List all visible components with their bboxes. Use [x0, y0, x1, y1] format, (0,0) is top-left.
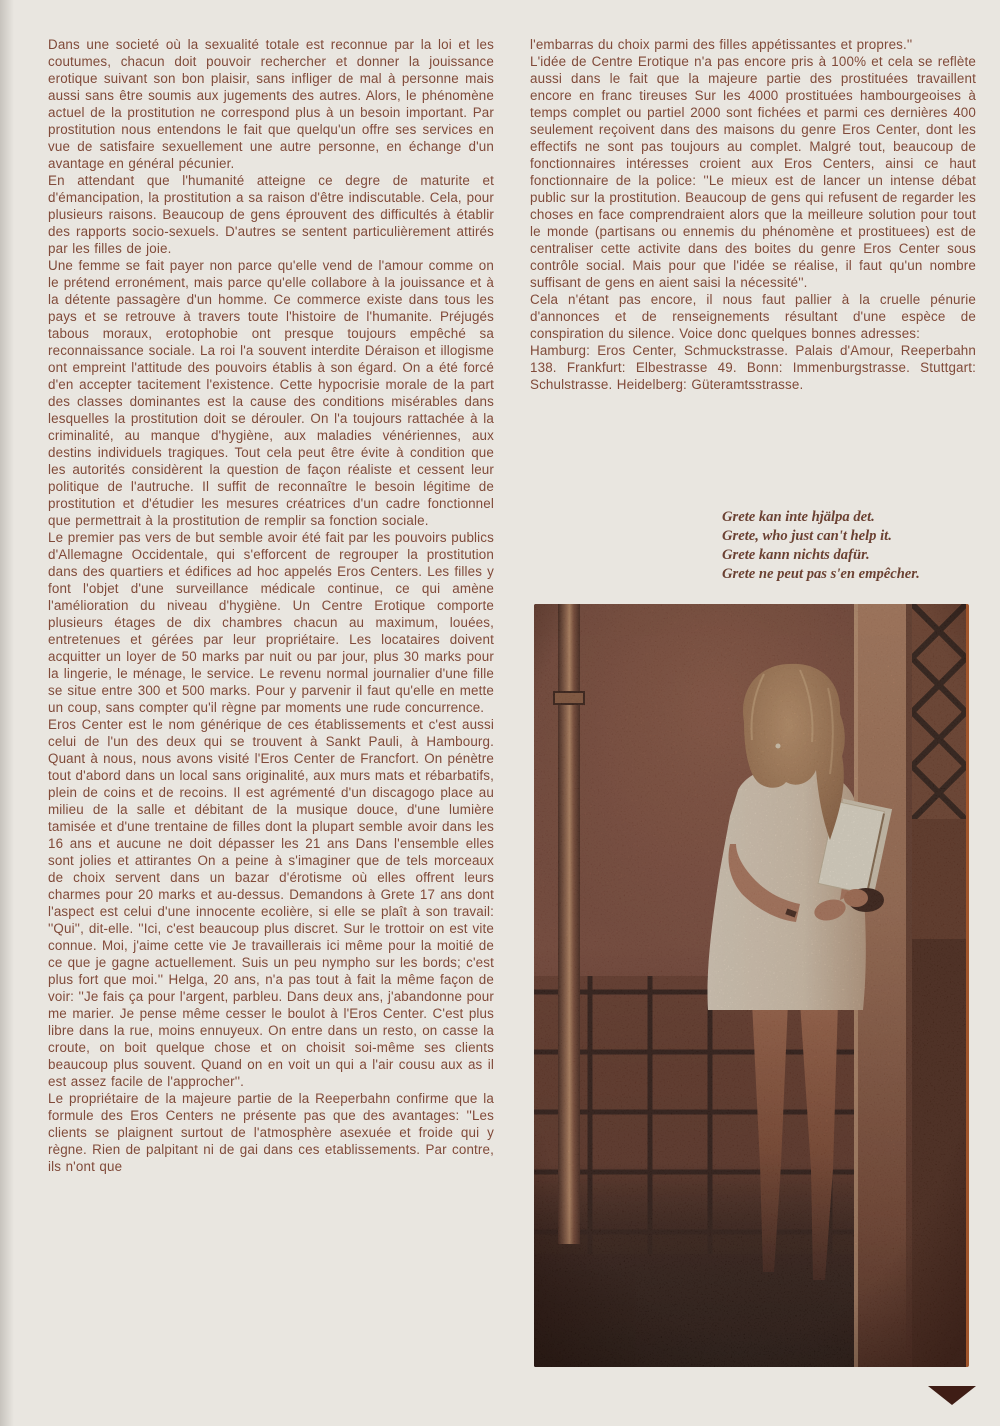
- caption-line-swedish: Grete kan inte hjälpa det.: [722, 509, 875, 525]
- caption-line-french: Grete ne peut pas s'en empêcher.: [722, 566, 920, 582]
- photo-vignette: [534, 604, 966, 1367]
- paragraph: Le propriétaire de la majeure partie de la Reeperbahn confirme que la formule des Eros Centers ne présente pas que des avantages: ''Les clients se plaignent surtout de l'atmosphère asexuée et froide qui y règne. Rien de palpitant ni de gai dans ces etablissements. Par contre, ils n'ont que: [48, 1091, 494, 1174]
- paragraph: Une femme se fait payer non parce qu'elle vend de l'amour comme on le prétend erronément, mais parce qu'elle collabore à la jouissance et à la détente passagère d'un homme. Ce commerce existe dans tous les pays et se retrouve à travers toute l'histoire de l'humanite. Préjugés tabous moraux, erotophobie ont presque toujours empêché sa reconnaissance sociale. La roi l'a souvent interdite Déraison et illogisme ont empreint l'attitude des pouvoirs établis à son égard. On a été forcé d'en accepter tacitement l'existence. Cette hypocrisie morale de la part des classes dominantes est la cause des conditions misérables dans lesquelles la prostitution doit se dérouler. On l'a toujours rattachée à la criminalité, au manque d'hygiène, aux maladies vénériennes, aux destins individuels tragiques. Tout cela peut être évite à condition que les autorités considèrent la question de façon réaliste et cessent leur politique de l'autruche. Il suffit de reconnaître le besoin légitime de prostitution et d'étudier les mesures créatrices d'un cadre fonctionnel que permettrait à la prostitution de remplir sa fonction sociale.: [48, 258, 494, 528]
- photo-caption: [722, 508, 992, 584]
- continuation-triangle-icon: [928, 1386, 976, 1405]
- paragraph: l'embarras du choix parmi des filles appétissantes et propres.'': [530, 37, 913, 52]
- street-girl-photo: [534, 604, 969, 1367]
- paragraph: L'idée de Centre Erotique n'a pas encore pris à 100% et cela se reflète aussi dans le fait que la majeure partie des prostituées travaillent encore en franc tireuses Sur les 4000 prostituées hambourgeoises à temps complet ou partiel 2000 sont fichées et parmi ces dernières 400 seulement reçoivent dans des maisons du genre Eros Center, dont les effectifs ne sont pas toujours au complet. Malgré tout, beaucoup de fonctionnaires intéresses croient aux Eros Centers, ainsi ce haut fonctionnaire de la police: ''Le mieux est de lancer un intense débat public sur la prostitution. Beaucoup de gens qui refusent de regarder les choses en face comprendraient alors que la meilleure solution pour tout le monde (partisans ou ennemis du phénomène et prostituees) est de centraliser cette activite dans des boites du genre Eros Center sous contrôle social. Mais pour que l'idée se réalise, il faut qu'un nombre suffisant de gens en aient saisi la nécessité''.: [530, 54, 976, 290]
- paragraph: Hamburg: Eros Center, Schmuckstrasse. Palais d'Amour, Reeperbahn 138. Frankfurt: Elbestrasse 49. Bonn: Immenburgstrasse. Stuttgart: Schulstrasse. Heidelberg: Güteramtsstrasse.: [530, 343, 976, 392]
- caption-line-english: Grete, who just can't help it.: [722, 528, 892, 544]
- paragraph: En attendant que l'humanité atteigne ce degre de maturite et d'émancipation, la prostitution a sa raison d'être indiscutable. Cela, pour plusieurs raisons. Beaucoup de gens éprouvent des difficultés à établir des rapports socio-sexuels. D'autres se sentent particulièrement attirés par les filles de joie.: [48, 173, 494, 256]
- scan-edge-shading: [0, 0, 14, 1426]
- paragraph: Dans une societé où la sexualité totale est reconnue par la loi et les coutumes, chacun doit pouvoir rechercher et donner la jouissance erotique suivant son bon plaisir, sans infliger de mal à personne mais aussi sans être soumis aux jugements des autres. Alors, le phénomène actuel de la prostitution ne correspond plus à un besoin important. Par prostitution nous entendons le fait que quelqu'un offre ses services en vue de satisfaire sexuellement une autre personne, en échange d'un avantage en général pécunier.: [48, 37, 494, 171]
- paragraph: Eros Center est le nom générique de ces établissements et c'est aussi celui de l'un des deux qui se trouvent à Sankt Pauli, à Hambourg. Quant à nous, nous avons visité l'Eros Center de Francfort. On pénètre tout d'abord dans un local sans originalité, aux murs mats et rébarbatifs, plein de coins et de recoins. Il est agrémenté d'un discagogo place au milieu de la salle et débitant de la musique douce, d'une lumière tamisée et d'une trentaine de filles dont la plupart semble avoir dans les 16 ans et aucune ne doit dépasser les 21 ans Dans l'ensemble elles sont jolies et attirantes On a peine à s'imaginer que de tels morceaux de choix servent dans un bazar d'érotisme où elles offrent leurs charmes pour 20 marks et au-dessus. Demandons à Grete 17 ans dont l'aspect est celui d'une innocente ecolière, si elle se plaît à son travail: ''Qui'', dit-elle. ''Ici, c'est beaucoup plus discret. Sur le trottoir on est vite connue. Moi, j'aime cette vie Je travaillerais ici même pour la moitié de ce que je gagne actuellement. Suis un peu nympho sur les bords; c'est plus fort que moi.'' Helga, 20 ans, n'a pas tout à fait la même façon de voir: ''Je fais ça pour l'argent, parbleu. Dans deux ans, j'abandonne pour me marier. Je pense même cesser le boulot à l'Eros Center. C'est plus libre dans la rue, moins ennuyeux. On entre dans un resto, on casse la croute, on boit quelque chose et on choisit soi-même ses clients beaucoup plus souvent. Quand on en voit un qui a l'air cousu aux as il est assez facile de l'approcher''.: [48, 717, 494, 1089]
- paragraph: Cela n'étant pas encore, il nous faut pallier à la cruelle pénurie d'annonces et de renseignements résultant d'une espèce de conspiration du silence. Voice donc quelques bonnes adresses:: [530, 292, 976, 341]
- photo-illustration: [534, 604, 966, 1367]
- article-left-column: [48, 36, 494, 1175]
- article-right-column: [530, 36, 976, 393]
- paragraph: Le premier pas vers de but semble avoir été fait par les pouvoirs publics d'Allemagne Occidentale, qui s'efforcent de regrouper la prostitution dans des quartiers et édifices ad hoc appelés Eros Centers. Les filles y font l'objet d'une surveillance médicale continue, ce qui amène l'amélioration du niveau d'hygiène. Un Centre Erotique comporte plusieurs étages de dix chambres chacun au maximum, louées, entretenues et gérées par leur propriétaire. Les locataires doivent acquitter un loyer de 50 marks par nuit ou par jour, plus 30 marks pour la lingerie, le ménage, le service. Le revenu normal journalier d'une fille se situe entre 300 et 500 marks. Pour y parvenir il faut qu'elle en mette un coup, sans compter qu'il règne par moments une rude concurrence.: [48, 530, 494, 715]
- caption-line-german: Grete kann nichts dafür.: [722, 547, 870, 563]
